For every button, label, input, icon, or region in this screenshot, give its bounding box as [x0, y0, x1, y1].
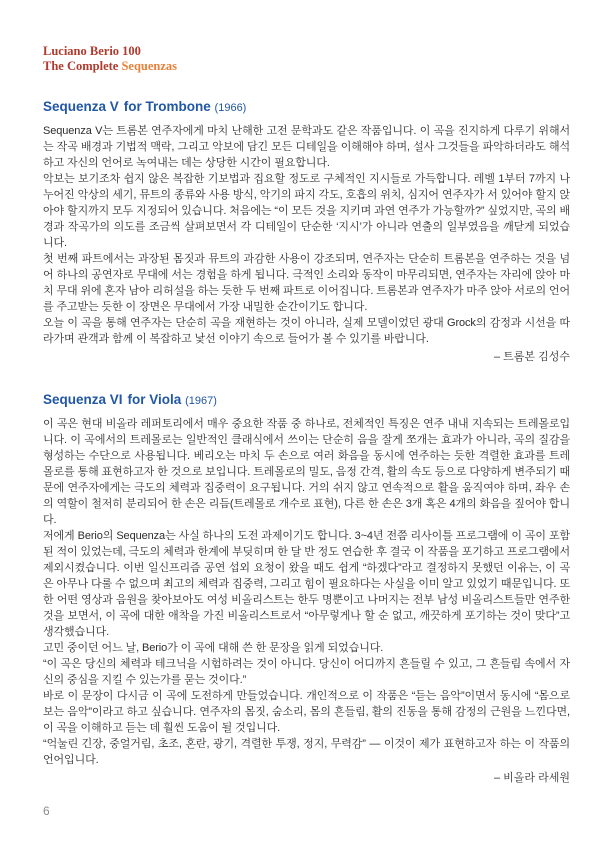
performer-signature: – 비올라 라세원: [494, 772, 570, 784]
section-sequenza-vi: [43, 391, 570, 786]
header-series-accent: Sequenzas: [121, 59, 178, 73]
program-note-paragraph: 이 곡은 현대 비올라 레퍼토리에서 매우 중요한 작품 중 하나로, 전체적인 특징은 연주 내내 지속되는 트레몰로입니다. 이 곡에서의 트레몰로는 일반적인 클래식에서 쓰이는 단순히 음을 잘게 쪼개는 효과가 아니라, 곡의 질감을 형성하는 수단으로 사용됩니다. 베리오는 마치 두 손으로 여러 화음을 동시에 연주하는 듯한 격렬한 효과를 트레몰로를 통해 표현하고자 한 것으로 보입니다. 트레몰로의 밀도, 음정 간격, 활의 속도 등으로 다양하게 변주되기 때문에 연주자에게는 극도의 체력과 집중력이 요구됩니다. 거의 쉬지 않고 연속적으로 활을 움직여야 하며, 좌우 손의 역할이 철저히 분리되어 한 손은 리듬(트레몰로 개수로 표현), 다른 한 손은 3개 혹은 4개의 화음을 짚어야 합니다.: [43, 418, 570, 526]
program-note: [43, 416, 570, 768]
program-note-paragraph: 고민 중이던 어느 날, Berio가 이 곡에 대해 쓴 한 문장을 읽게 되었습니다.: [43, 642, 384, 654]
section-sequenza-v: [43, 98, 570, 365]
work-year: (1967): [185, 395, 217, 407]
work-name: Sequenza V: [43, 99, 119, 114]
work-year: (1966): [214, 102, 247, 114]
program-note: [43, 123, 570, 347]
header-series-prefix: The Complete: [43, 59, 122, 73]
page-number: 6: [43, 804, 50, 818]
work-instrument: for Trombone: [123, 99, 211, 114]
header-title-line: Luciano Berio 100: [43, 44, 141, 58]
section-title: [43, 391, 570, 410]
header-series-line: [43, 59, 570, 74]
performer-signature: – 트롬본 김성수: [494, 351, 570, 363]
program-note-paragraph: 오늘 이 곡을 통해 연주자는 단순히 곡을 재현하는 것이 아니라, 실제 모델이었던 광대 Grock의 감정과 시선을 따라가며 관객과 함께 이 복잡하고 낯선 이야기 속으로 들어가 볼 수 있기를 바랍니다.: [43, 317, 570, 345]
program-header: [43, 44, 570, 74]
program-note-paragraph: 저에게 Berio의 Sequenza는 사실 하나의 도전 과제이기도 합니다. 3~4년 전쯤 리사이틀 프로그램에 이 곡이 포함된 적이 있었는데, 극도의 체력과 한계에 부딪히며 한 달 반 정도 연습한 후 결국 이 작품을 포기하고 프로그램에서 제외시켰습니다. 이번 일신프리즘 공연 섭외 요청이 왔을 때도 쉽게 “하겠다”라고 결정하지 못했던 이유는, 이 곡은 아무나 다룰 수 없으며 최고의 체력과 집중력, 그리고 힘이 필요하다는 사실을 이미 알고 있었기 때문입니다. 또한 어떤 영상과 음원을 찾아보아도 여성 비올리스트는 한두 명뿐이고 나머지는 전부 남성 비올리스트들만 연주한 것을 보면서, 이 곡에 대한 애착을 가진 비올리스트로서 “아무렇게나 할 순 없고, 깨끗하게 포기하는 것이 맞다”고 생각했습니다.: [43, 530, 570, 638]
section-title: [43, 98, 570, 117]
program-note-paragraph: “이 곡은 당신의 체력과 테크닉을 시험하려는 것이 아니다. 당신이 어디까지 흔들릴 수 있고, 그 흔들림 속에서 자신의 중심을 지킬 수 있는가를 묻는 것이다.”: [43, 658, 570, 686]
program-note-paragraph: 바로 이 문장이 다시금 이 곡에 도전하게 만들었습니다. 개인적으로 이 작품은 “듣는 음악”이면서 동시에 “몸으로 보는 음악”이라고 하고 싶습니다. 연주자의 몸짓, 숨소리, 몸의 흔들림, 활의 진동을 통해 감정의 근원을 느낀다면, 이 곡을 이해하고 듣는 데 훨씬 도움이 될 것입니다.: [43, 690, 570, 734]
work-name: Sequenza VI: [43, 392, 123, 407]
work-instrument: for Viola: [127, 392, 182, 407]
program-note-paragraph: 악보는 보기조차 쉽지 않은 복잡한 기보법과 집요할 정도로 구체적인 지시들로 가득합니다. 레벨 1부터 7까지 나누어진 악상의 세기, 뮤트의 종류와 사용 방식, 악기의 파지 각도, 호흡의 위치, 심지어 연주자가 서 있어야 할지 앉아야 할지까지 모두 지정되어 있습니다. 처음에는 “이 모든 것을 지키며 과연 연주가 가능할까?” 싶었지만, 곡의 배경과 작곡가의 의도를 조금씩 살펴보면서 각 디테일이 단순한 ‘지시’가 아니라 연출의 일부였음을 깨닫게 되었습니다.: [43, 173, 570, 249]
program-note-paragraph: “억눌린 긴장, 중얼거림, 초조, 혼란, 광기, 격렬한 투쟁, 정지, 무력감” — 이것이 제가 표현하고자 하는 이 작품의 언어입니다.: [43, 738, 570, 766]
program-note-paragraph: 첫 번째 파트에서는 과장된 몸짓과 뮤트의 과감한 사용이 강조되며, 연주자는 단순히 트롬본을 연주하는 것을 넘어 하나의 공연자로 무대에 서는 경험을 하게 됩니다. 극적인 소리와 동작이 마무리되면, 연주자는 자리에 앉아 마치 무대 위에 혼자 남아 리허설을 하는 듯한 두 번째 파트로 이어집니다. 트롬본과 연주자가 마주 앉아 서로의 언어를 주고받는 듯한 이 장면은 무대에서 가장 내밀한 순간이기도 합니다.: [43, 253, 570, 313]
program-note-paragraph: Sequenza V는 트롬본 연주자에게 마치 난해한 고전 문학과도 같은 작품입니다. 이 곡을 진지하게 다루기 위해서는 작곡 배경과 기법적 맥락, 그리고 악보에 담긴 모든 디테일을 이해해야 하며, 설사 그것들을 파악하더라도 해석하고 자신의 언어로 녹여내는 데는 상당한 시간이 필요합니다.: [43, 125, 570, 169]
